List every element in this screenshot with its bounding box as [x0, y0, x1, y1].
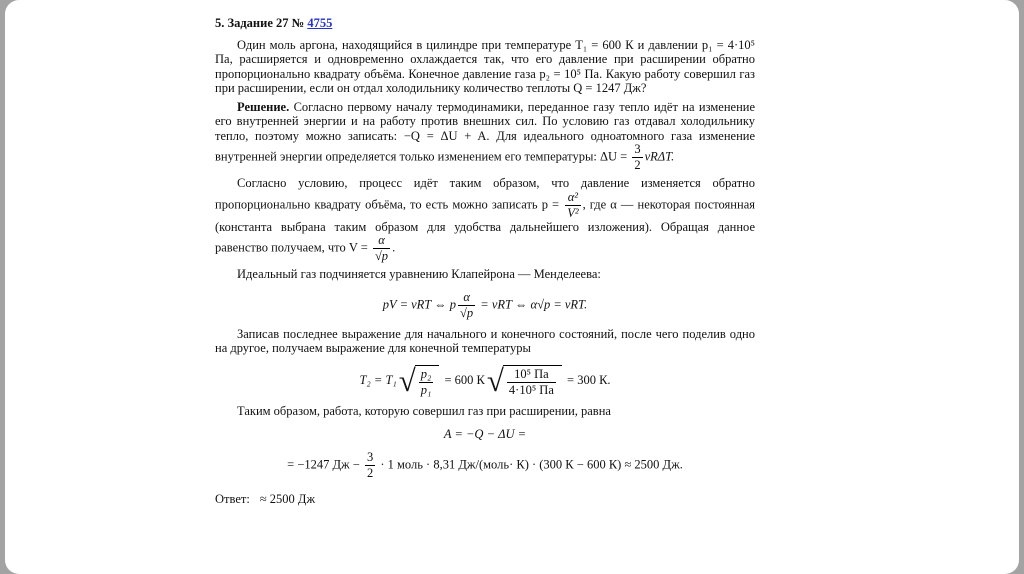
task-number-link[interactable]: 4755	[307, 16, 333, 30]
formula-text-b: · 1 моль · 8,31 Дж/(моль· К) · (300 К − 600 К) ≈ 2500 Дж.	[377, 456, 683, 471]
formula-text-b: = 600 К	[441, 372, 485, 387]
solution-paragraph-4: Записав последнее выражение для начального и конечного состояний, после чего поделив одно на другое, получаем выражение для конечной температуры	[215, 326, 755, 355]
solution-paragraph-2	[215, 176, 755, 263]
formula-final-temperature	[215, 362, 755, 398]
formula-text-b: = νRT ⇔ α√p = νRT.	[477, 296, 588, 311]
radical-sign-icon: √	[486, 362, 504, 398]
formula-work-line-2	[215, 451, 755, 480]
answer-label: Ответ:	[215, 491, 250, 506]
radicand	[415, 365, 440, 397]
solution-p2-text-a: Согласно условию, процесс идёт таким образом, что давление изменяется обратно пропорционально квадрату объёма, то есть можно записать p =	[215, 176, 755, 211]
problem-statement: Один моль аргона, находящийся в цилиндре при температуре T₁ = 600 К и давлении p₁ = 4·10⁵ Па, расширяется и одновременно охлаждается так, что его давление при расширении обратно пропорционально квадрату объёма. Конечное давление газа p₂ = 10⁵ Па. Какую работу совершил газ при расширении, если он отдал холодильнику количество теплоты Q = 1247 Дж?	[215, 37, 755, 95]
answer-line	[215, 492, 755, 507]
radicand	[503, 365, 562, 397]
square-root	[398, 362, 440, 398]
solution-label: Решение.	[237, 99, 290, 114]
formula-text-c: = 300 К.	[563, 372, 611, 387]
fraction-numerator: p₂	[420, 366, 432, 381]
solution-paragraph-5: Таким образом, работа, которую совершил газ при расширении, равна	[237, 403, 611, 418]
formula-text-a: = −1247 Дж −	[287, 456, 363, 471]
solution-paragraph-3: Идеальный газ подчиняется уравнению Клапейрона — Менделеева:	[237, 267, 601, 281]
square-root	[486, 362, 562, 398]
fraction-denominator: 4·10⁵ Па	[508, 382, 554, 397]
solution-p1-text-b: νRΔT.	[644, 149, 675, 164]
radical-sign-icon: √	[398, 362, 416, 398]
fraction-three-halves	[365, 451, 375, 480]
fraction-alpha-sqrtp	[373, 234, 390, 263]
task-title-prefix: 5. Задание 27 №	[215, 16, 308, 30]
formula-work-line-1	[215, 427, 755, 442]
solution-p1-text-a: Согласно первому началу термодинамики, переданное газу тепло идёт на изменение его внутренней энергии и на работу против внешних сил. По условию газ отдавал холодильнику тепло, поэтому можно записать: −Q = ΔU + A. Для идеального одноатомного газа изменение внутренней энергии определяется только изменением его температуры: ΔU =	[215, 99, 755, 164]
fraction-alpha2-v2	[565, 191, 580, 220]
fraction-numerator: α	[373, 234, 390, 249]
fraction-denominator: 2	[366, 465, 374, 480]
fraction-denominator: V²	[567, 205, 579, 220]
fraction-three-halves	[632, 143, 642, 172]
fraction-denominator: p₁	[420, 382, 432, 397]
solution-p2-text-b: , где α — некоторая постоянная (константа выбрана таким образом для удобства дальнейшего изложения). Обращая данное равенство получаем, что V =	[215, 196, 755, 255]
fraction-denominator: √p	[374, 249, 389, 263]
answer-value: ≈ 2500 Дж	[259, 491, 316, 506]
fraction-denominator: √p	[460, 305, 474, 320]
fraction-numerator: α	[458, 291, 475, 306]
fraction-numerator: 3	[634, 142, 641, 156]
document-content	[215, 16, 755, 506]
fraction-numerator: 3	[366, 449, 374, 464]
document-page	[5, 0, 1019, 574]
fraction-p2-p1	[419, 368, 434, 397]
formula-text-a: T₂ = T₁	[359, 372, 397, 387]
solution-p2-text-c: .	[392, 240, 396, 255]
task-title	[215, 16, 755, 31]
formula-text-a: pV = νRT ⇔ p	[382, 296, 457, 311]
formula-text: A = −Q − ΔU =	[443, 427, 527, 441]
fraction-pressures	[507, 368, 556, 397]
solution-paragraph-1	[215, 100, 755, 173]
fraction-numerator: α²	[565, 191, 580, 206]
formula-clapeyron	[215, 291, 755, 320]
fraction-numerator: 10⁵ Па	[507, 368, 556, 383]
fraction-alpha-sqrtp	[458, 291, 475, 320]
fraction-denominator: 2	[634, 158, 641, 172]
